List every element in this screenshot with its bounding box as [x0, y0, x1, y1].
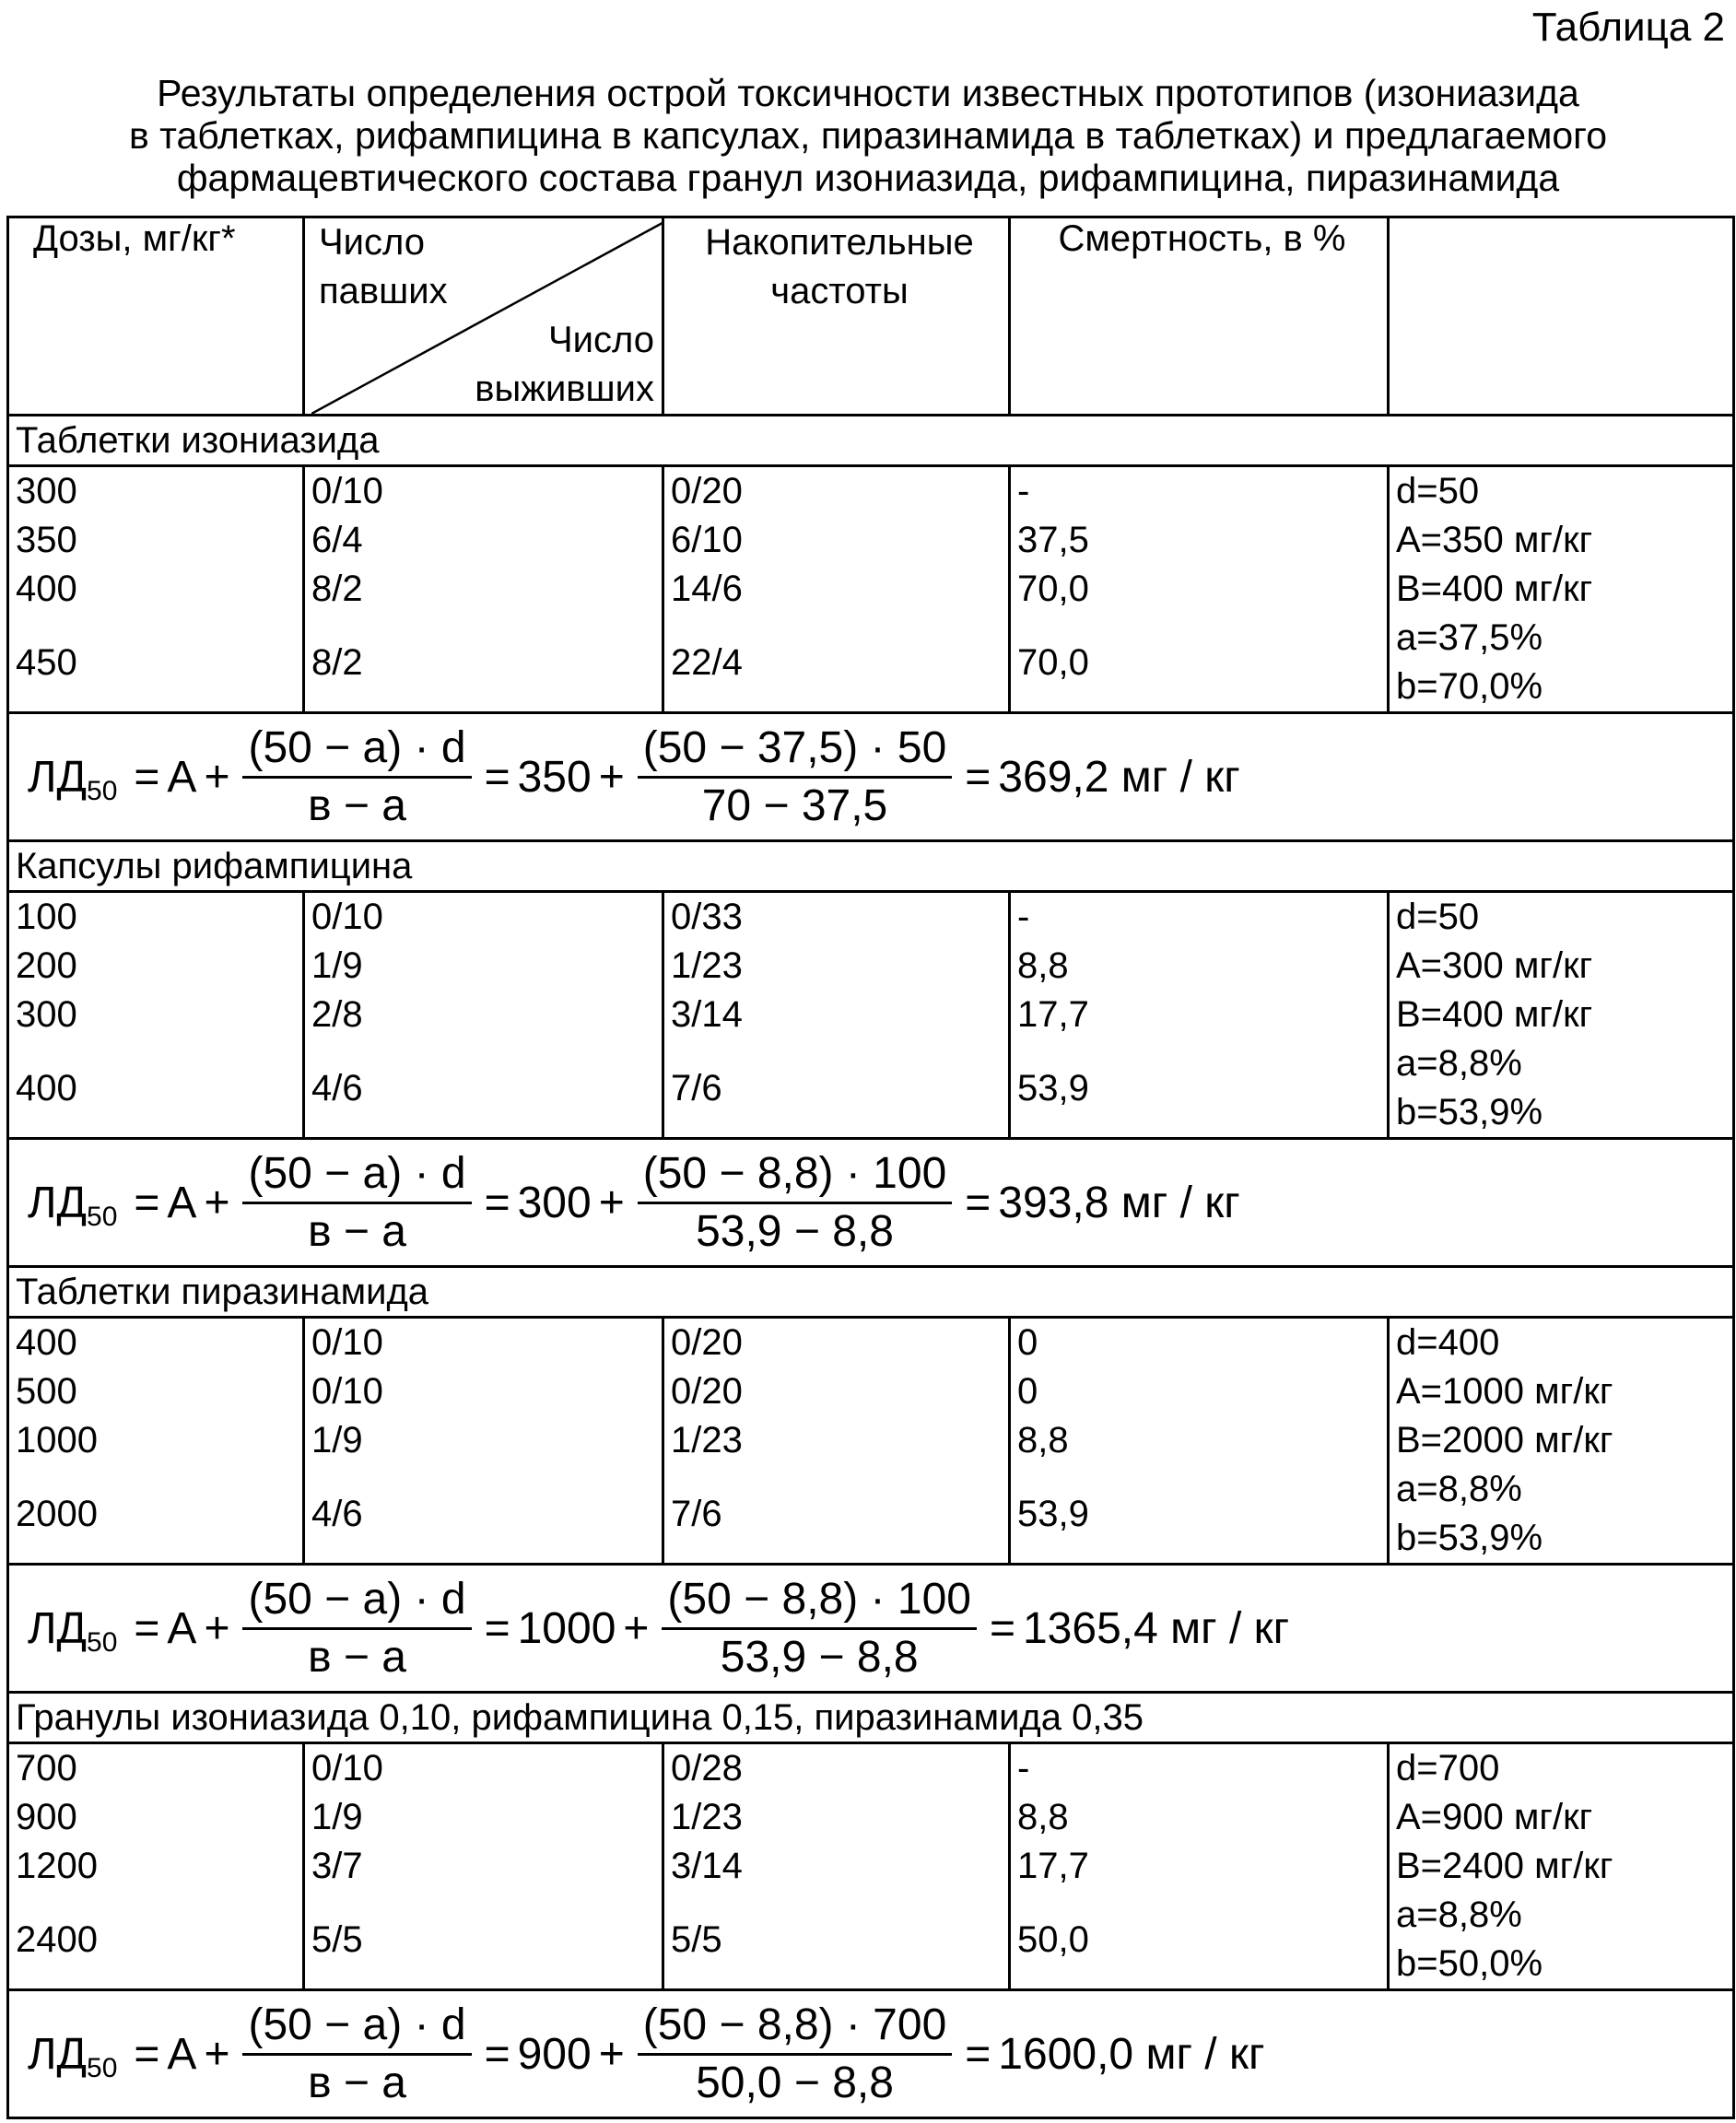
param-value: B=2400 мг/кг [1396, 1842, 1732, 1891]
cell-mortality [1010, 892, 1389, 1139]
formula-a: A [167, 752, 196, 803]
group-header-row [8, 416, 1734, 466]
cumulative-value: 0/20 [671, 1367, 1008, 1416]
formula-denominator: в − а [302, 2056, 412, 2111]
dose-value: 2000 [16, 1465, 302, 1563]
formula-plus: + [204, 2029, 229, 2080]
table-row [8, 466, 1734, 713]
dose-value: 300 [16, 991, 302, 1039]
formula-cell [8, 1565, 1734, 1693]
fallen-survived-value: 0/10 [311, 1319, 662, 1367]
ld50-formula [28, 1566, 1289, 1691]
formula-fraction [242, 1998, 471, 2111]
cumulative-value: 1/23 [671, 1793, 1008, 1842]
cumulative-value: 0/20 [671, 467, 1008, 516]
mortality-value: 70,0 [1017, 565, 1387, 614]
cell-mortality [1010, 1318, 1389, 1565]
formula-numerator: (50 − a) · d [242, 721, 471, 779]
header-row [8, 217, 1734, 416]
formula-equals: = [134, 1603, 159, 1654]
header-fallen-survived [304, 217, 663, 416]
dose-value: 400 [16, 1039, 302, 1137]
group-name: Капсулы рифампицина [8, 841, 1734, 892]
dose-value: 100 [16, 893, 302, 942]
mortality-value: - [1017, 893, 1387, 942]
cumulative-value: 1/23 [671, 1416, 1008, 1465]
formula-equals: = [485, 1603, 510, 1654]
formula-denominator: в − а [302, 1630, 412, 1685]
mortality-value: - [1017, 1744, 1387, 1793]
formula-denominator: 53,9 − 8,8 [715, 1630, 924, 1685]
cumulative-value: 7/6 [671, 1465, 1008, 1563]
param-value: A=1000 мг/кг [1396, 1367, 1732, 1416]
param-value: B=2000 мг/кг [1396, 1416, 1732, 1465]
formula-numerator: (50 − 37,5) · 50 [638, 721, 953, 779]
cumulative-value: 7/6 [671, 1039, 1008, 1137]
group-name: Таблетки изониазида [8, 416, 1734, 466]
param-value: b=53,9% [1396, 1514, 1732, 1563]
formula-equals: = [485, 1178, 510, 1228]
param-value: A=900 мг/кг [1396, 1793, 1732, 1842]
header-cumulative-line: частоты [671, 267, 1008, 316]
formula-equals: = [965, 1178, 991, 1228]
header-fallen [319, 218, 448, 316]
title-line: фармацевтического состава гранул изониазида, рифампицина, пиразинамида [0, 157, 1736, 199]
formula-fraction [242, 1146, 471, 1260]
cumulative-value: 6/10 [671, 516, 1008, 565]
formula-plus: + [599, 1178, 625, 1228]
cumulative-value: 0/33 [671, 893, 1008, 942]
mortality-value: 17,7 [1017, 991, 1387, 1039]
dose-value: 900 [16, 1793, 302, 1842]
param-value: d=700 [1396, 1744, 1732, 1793]
cell-doses [8, 1743, 304, 1990]
formula-denominator: 50,0 − 8,8 [690, 2056, 899, 2111]
header-mortality: Смертность, в % [1010, 217, 1389, 416]
param-value: a=37,5% [1396, 614, 1732, 663]
param-value: b=50,0% [1396, 1940, 1732, 1988]
formula-a: A [167, 1603, 196, 1654]
header-fallen-line: Число [319, 218, 448, 267]
fallen-survived-value: 1/9 [311, 1793, 662, 1842]
toxicity-table [6, 216, 1735, 2119]
formula-equals: = [134, 752, 159, 803]
fallen-survived-value: 0/10 [311, 1744, 662, 1793]
cell-cumulative [663, 892, 1010, 1139]
formula-denominator: 70 − 37,5 [697, 779, 894, 834]
dose-value: 1000 [16, 1416, 302, 1465]
dose-value: 500 [16, 1367, 302, 1416]
fallen-survived-value: 4/6 [311, 1465, 662, 1563]
table-title [0, 72, 1736, 199]
formula-fraction [638, 721, 953, 834]
formula-subscript: 50 [87, 2053, 117, 2084]
formula-row [8, 1990, 1734, 2118]
formula-lhs: ЛД [28, 752, 87, 803]
cell-cumulative [663, 466, 1010, 713]
param-value: a=8,8% [1396, 1039, 1732, 1088]
formula-plus: + [599, 2029, 625, 2080]
dose-value: 700 [16, 1744, 302, 1793]
cell-params [1389, 892, 1734, 1139]
mortality-value: 0 [1017, 1319, 1387, 1367]
param-value: A=350 мг/кг [1396, 516, 1732, 565]
formula-fraction [242, 1572, 471, 1685]
dose-value: 2400 [16, 1891, 302, 1988]
fallen-survived-value: 8/2 [311, 614, 662, 711]
dose-value: 350 [16, 516, 302, 565]
param-value: a=8,8% [1396, 1465, 1732, 1514]
group-header-row [8, 841, 1734, 892]
cell-fallen [304, 466, 663, 713]
formula-denominator: в − а [302, 779, 412, 834]
fallen-survived-value: 8/2 [311, 565, 662, 614]
mortality-value: 0 [1017, 1367, 1387, 1416]
param-value: b=70,0% [1396, 663, 1732, 711]
table-row [8, 1743, 1734, 1990]
formula-denominator: в − а [302, 1204, 412, 1260]
formula-cell [8, 713, 1734, 841]
group-header-row [8, 1693, 1734, 1743]
cumulative-value: 0/20 [671, 1319, 1008, 1367]
dose-value: 450 [16, 614, 302, 711]
mortality-value: 17,7 [1017, 1842, 1387, 1891]
formula-lhs: ЛД [28, 1178, 87, 1228]
formula-plus: + [204, 1178, 229, 1228]
ld50-formula [28, 1991, 1264, 2117]
fallen-survived-value: 1/9 [311, 1416, 662, 1465]
formula-a-value: 300 [518, 1178, 592, 1228]
fallen-survived-value: 3/7 [311, 1842, 662, 1891]
formula-numerator: (50 − a) · d [242, 1146, 471, 1204]
header-cumulative-line: Накопительные [671, 218, 1008, 267]
mortality-value: 37,5 [1017, 516, 1387, 565]
formula-numerator: (50 − 8,8) · 700 [638, 1998, 953, 2056]
dose-value: 400 [16, 565, 302, 614]
cumulative-value: 14/6 [671, 565, 1008, 614]
param-value: a=8,8% [1396, 1891, 1732, 1940]
param-value: A=300 мг/кг [1396, 942, 1732, 991]
cell-cumulative [663, 1743, 1010, 1990]
formula-equals: = [990, 1603, 1015, 1654]
formula-a-value: 1000 [518, 1603, 616, 1654]
cell-doses [8, 1318, 304, 1565]
cumulative-value: 5/5 [671, 1891, 1008, 1988]
fallen-survived-value: 4/6 [311, 1039, 662, 1137]
formula-fraction [638, 1998, 953, 2111]
table-row [8, 892, 1734, 1139]
title-line: Результаты определения острой токсичности известных прототипов (изониазида [0, 72, 1736, 114]
param-value: B=400 мг/кг [1396, 565, 1732, 614]
fallen-survived-value: 5/5 [311, 1891, 662, 1988]
param-value: d=50 [1396, 467, 1732, 516]
table-caption: Таблица 2 [1532, 4, 1725, 52]
ld50-formula [28, 1140, 1240, 1265]
formula-plus: + [623, 1603, 649, 1654]
formula-fraction [638, 1146, 953, 1260]
formula-equals: = [965, 2029, 991, 2080]
param-value: B=400 мг/кг [1396, 991, 1732, 1039]
fallen-survived-value: 6/4 [311, 516, 662, 565]
cell-cumulative [663, 1318, 1010, 1565]
formula-equals: = [134, 2029, 159, 2080]
mortality-value: 53,9 [1017, 1465, 1387, 1563]
mortality-value: 53,9 [1017, 1039, 1387, 1137]
header-dose: Дозы, мг/кг* [8, 217, 304, 416]
mortality-value: 8,8 [1017, 1793, 1387, 1842]
fallen-survived-value: 2/8 [311, 991, 662, 1039]
formula-cell [8, 1139, 1734, 1267]
mortality-value: 8,8 [1017, 942, 1387, 991]
cell-fallen [304, 1318, 663, 1565]
formula-equals: = [485, 752, 510, 803]
cell-doses [8, 466, 304, 713]
formula-a-value: 900 [518, 2029, 592, 2080]
fallen-survived-value: 0/10 [311, 467, 662, 516]
cell-fallen [304, 1743, 663, 1990]
header-fallen-line: павших [319, 267, 448, 316]
formula-subscript: 50 [87, 1202, 117, 1233]
formula-numerator: (50 − 8,8) · 100 [662, 1572, 977, 1630]
dose-value: 200 [16, 942, 302, 991]
formula-fraction [662, 1572, 977, 1685]
cell-mortality [1010, 1743, 1389, 1990]
cumulative-value: 1/23 [671, 942, 1008, 991]
formula-a: A [167, 1178, 196, 1228]
mortality-value: 70,0 [1017, 614, 1387, 711]
cell-params [1389, 1318, 1734, 1565]
formula-numerator: (50 − a) · d [242, 1572, 471, 1630]
fallen-survived-value: 1/9 [311, 942, 662, 991]
formula-subscript: 50 [87, 776, 117, 807]
cumulative-value: 22/4 [671, 614, 1008, 711]
cell-mortality [1010, 466, 1389, 713]
cell-params [1389, 466, 1734, 713]
header-survived-line: выживших [475, 365, 654, 414]
formula-plus: + [204, 1603, 229, 1654]
formula-result: 1600,0 мг / кг [998, 2029, 1264, 2080]
formula-a-value: 350 [518, 752, 592, 803]
group-header-row [8, 1267, 1734, 1318]
cell-params [1389, 1743, 1734, 1990]
title-line: в таблетках, рифампицина в капсулах, пиразинамида в таблетках) и предлагаемого [0, 114, 1736, 157]
formula-row [8, 713, 1734, 841]
ld50-formula [28, 714, 1240, 839]
formula-subscript: 50 [87, 1627, 117, 1659]
mortality-value: - [1017, 467, 1387, 516]
formula-equals: = [965, 752, 991, 803]
mortality-value: 50,0 [1017, 1891, 1387, 1988]
header-notes [1389, 217, 1734, 416]
formula-a: A [167, 2029, 196, 2080]
fallen-survived-value: 0/10 [311, 1367, 662, 1416]
formula-plus: + [204, 752, 229, 803]
formula-denominator: 53,9 − 8,8 [690, 1204, 899, 1260]
formula-row [8, 1139, 1734, 1267]
formula-result: 393,8 мг / кг [998, 1178, 1239, 1228]
group-name: Таблетки пиразинамида [8, 1267, 1734, 1318]
table-row [8, 1318, 1734, 1565]
formula-cell [8, 1990, 1734, 2118]
formula-numerator: (50 − 8,8) · 100 [638, 1146, 953, 1204]
formula-lhs: ЛД [28, 1603, 87, 1654]
formula-lhs: ЛД [28, 2029, 87, 2080]
formula-equals: = [485, 2029, 510, 2080]
formula-row [8, 1565, 1734, 1693]
cumulative-value: 0/28 [671, 1744, 1008, 1793]
cumulative-value: 3/14 [671, 991, 1008, 1039]
fallen-survived-value: 0/10 [311, 893, 662, 942]
dose-value: 300 [16, 467, 302, 516]
cell-doses [8, 892, 304, 1139]
header-survived-line: Число [475, 316, 654, 365]
formula-equals: = [134, 1178, 159, 1228]
param-value: d=50 [1396, 893, 1732, 942]
dose-value: 1200 [16, 1842, 302, 1891]
formula-numerator: (50 − a) · d [242, 1998, 471, 2056]
formula-result: 1365,4 мг / кг [1023, 1603, 1289, 1654]
param-value: d=400 [1396, 1319, 1732, 1367]
header-cumulative [663, 217, 1010, 416]
cell-fallen [304, 892, 663, 1139]
formula-plus: + [599, 752, 625, 803]
group-name: Гранулы изониазида 0,10, рифампицина 0,15, пиразинамида 0,35 [8, 1693, 1734, 1743]
formula-result: 369,2 мг / кг [998, 752, 1239, 803]
dose-value: 400 [16, 1319, 302, 1367]
param-value: b=53,9% [1396, 1088, 1732, 1137]
cumulative-value: 3/14 [671, 1842, 1008, 1891]
header-survived [475, 316, 654, 414]
mortality-value: 8,8 [1017, 1416, 1387, 1465]
formula-fraction [242, 721, 471, 834]
